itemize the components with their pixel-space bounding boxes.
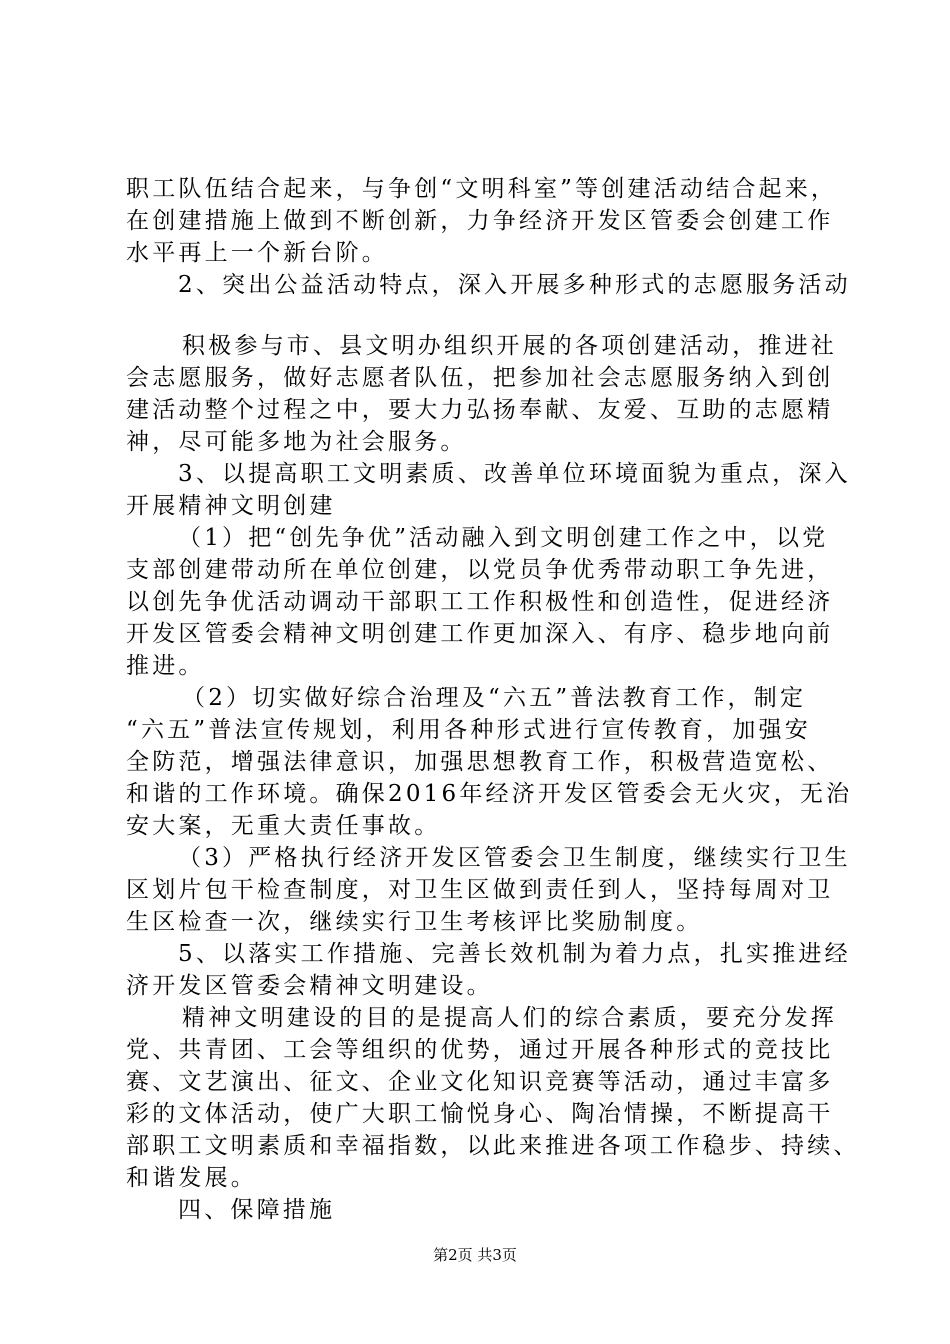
text-line: 神，尽可能多地为社会服务。 <box>126 429 467 455</box>
text-line: 开发区管委会精神文明创建工作更加深入、有序、稳步地向前 <box>126 621 834 647</box>
text-line: 和谐发展。 <box>126 1165 257 1191</box>
text-line: 赛、文艺演出、征文、企业文化知识竞赛等活动，通过丰富多 <box>126 1069 834 1095</box>
text-line: 积极参与市、县文明办组织开展的各项创建活动，推进社 <box>182 333 837 359</box>
text-line: （3）严格执行经济开发区管委会卫生制度，继续实行卫生 <box>178 845 851 871</box>
text-line: “六五”普法宣传规划，利用各种形式进行宣传教育，加强安 <box>126 717 811 743</box>
text-line: 党、共青团、工会等组织的优势，通过开展各种形式的竞技比 <box>126 1037 834 1063</box>
text-line: （1）把“创先争优”活动融入到文明创建工作之中，以党 <box>178 525 829 551</box>
text-line: 彩的文体活动，使广大职工愉悦身心、陶冶情操，不断提高干 <box>126 1101 834 1127</box>
section-heading: 四、保障措施 <box>178 1197 336 1223</box>
section-heading: 2、突出公益活动特点，深入开展多种形式的志愿服务活动 <box>178 272 851 298</box>
text-line: 支部创建带动所在单位创建，以党员争优秀带动职工争先进， <box>126 557 834 583</box>
text-line: 安大案，无重大责任事故。 <box>126 813 441 839</box>
section-heading: 济开发区管委会精神文明建设。 <box>126 973 493 999</box>
text-line: 建活动整个过程之中，要大力弘扬奉献、友爱、互助的志愿精 <box>126 397 834 423</box>
text-line: 区划片包干检查制度，对卫生区做到责任到人，坚持每周对卫 <box>126 877 834 903</box>
section-heading: 5、以落实工作措施、完善长效机制为着力点，扎实推进经 <box>178 941 851 967</box>
text-line: 生区检查一次，继续实行卫生考核评比奖励制度。 <box>126 909 703 935</box>
text-line: 和谐的工作环境。确保2016年经济开发区管委会无火灾，无治 <box>126 781 853 807</box>
text-line: 会志愿服务，做好志愿者队伍，把参加社会志愿服务纳入到创 <box>126 365 834 391</box>
text-line: 推进。 <box>126 653 205 679</box>
text-line: 全防范，增强法律意识，加强思想教育工作，积极营造宽松、 <box>126 749 834 775</box>
section-heading: 3、以提高职工文明素质、改善单位环境面貌为重点，深入 <box>178 461 851 487</box>
text-line: 职工队伍结合起来，与争创“文明科室”等创建活动结合起来， <box>126 176 838 202</box>
text-line: 以创先争优活动调动干部职工工作积极性和创造性，促进经济 <box>126 589 834 615</box>
text-line: 精神文明建设的目的是提高人们的综合素质，要充分发挥 <box>182 1005 837 1031</box>
text-line: （2）切实做好综合治理及“六五”普法教育工作，制定 <box>182 685 807 711</box>
text-line: 在创建措施上做到不断创新，力争经济开发区管委会创建工作 <box>126 208 834 234</box>
section-heading: 开展精神文明创建 <box>126 493 336 519</box>
text-line: 部职工文明素质和幸福指数，以此来推进各项工作稳步、持续、 <box>126 1133 860 1159</box>
page-number: 第2页 共3页 <box>433 1246 517 1264</box>
text-line: 水平再上一个新台阶。 <box>126 240 388 266</box>
